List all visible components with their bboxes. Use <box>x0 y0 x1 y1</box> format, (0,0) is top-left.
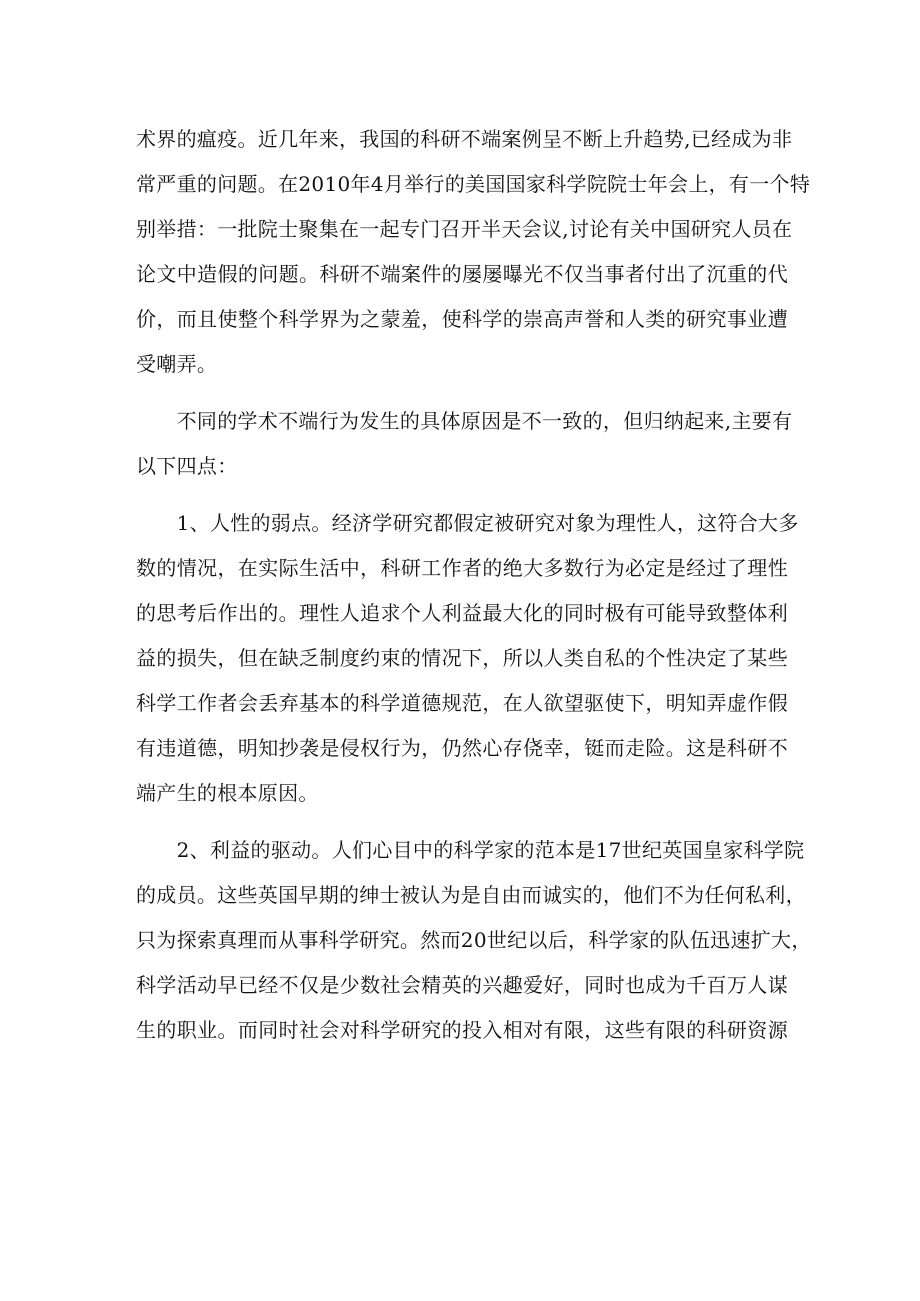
paragraph-spacer <box>136 387 788 399</box>
paragraph-4 <box>136 828 812 1053</box>
text-line: 数的情况，在实际生活中，科研工作者的绝大多数行为必定是经过了理性 <box>136 556 788 580</box>
paragraph-spacer <box>136 816 788 828</box>
text-line: 生的职业。而同时社会对科学研究的投入相对有限，这些有限的科研资源 <box>136 1018 788 1042</box>
text-line: 受嘲弄。 <box>136 352 218 376</box>
text-line: 科学活动早已经不仅是少数社会精英的兴趣爱好，同时也成为千百万人谋 <box>136 973 788 997</box>
text-line: 端产生的根本原因。 <box>136 781 319 805</box>
text-line: 以下四点： <box>136 454 238 478</box>
text-line: 的思考后作出的。理性人追求个人利益最大化的同时极有可能导致整体利 <box>136 601 788 625</box>
text-line: 术界的瘟疫。近几年来，我国的科研不端案例呈不断上升趋势,已经成为非 <box>136 127 793 151</box>
text-line: 论文中造假的问题。科研不端案件的屡屡曝光不仅当事者付出了沉重的代 <box>136 262 788 286</box>
text-line: 常严重的问题。在2010年4月举行的美国国家科学院院士年会上，有一个特 <box>136 172 811 196</box>
text-line: 科学工作者会丢弃基本的科学道德规范，在人欲望驱使下，明知弄虚作假 <box>136 691 788 715</box>
text-line: 有违道德，明知抄袭是侵权行为，仍然心存侥幸，铤而走险。这是科研不 <box>136 736 788 760</box>
paragraph-spacer <box>136 489 788 501</box>
text-line: 不同的学术不端行为发生的具体原因是不一致的，但归纳起来,主要有 <box>136 409 793 433</box>
paragraph-3 <box>136 501 799 816</box>
paragraph-2 <box>136 399 793 489</box>
text-line: 别举措：一批院士聚集在一起专门召开半天会议,讨论有关中国研究人员在 <box>136 217 793 241</box>
text-line: 益的损失，但在缺乏制度约束的情况下，所以人类自私的个性决定了某些 <box>136 646 788 670</box>
text-line: 1、人性的弱点。经济学研究都假定被研究对象为理性人，这符合大多 <box>136 511 799 535</box>
text-line: 的成员。这些英国早期的绅士被认为是自由而诚实的，他们不为任何私利， <box>136 883 806 907</box>
text-line: 只为探索真理而从事科学研究。然而20世纪以后，科学家的队伍迅速扩大， <box>136 928 812 952</box>
body-text <box>136 117 812 1053</box>
paragraph-1 <box>136 117 811 387</box>
text-line: 价，而且使整个科学界为之蒙羞，使科学的崇高声誉和人类的研究事业遭 <box>136 307 788 331</box>
text-line: 2、利益的驱动。人们心目中的科学家的范本是17世纪英国皇家科学院 <box>136 838 805 862</box>
